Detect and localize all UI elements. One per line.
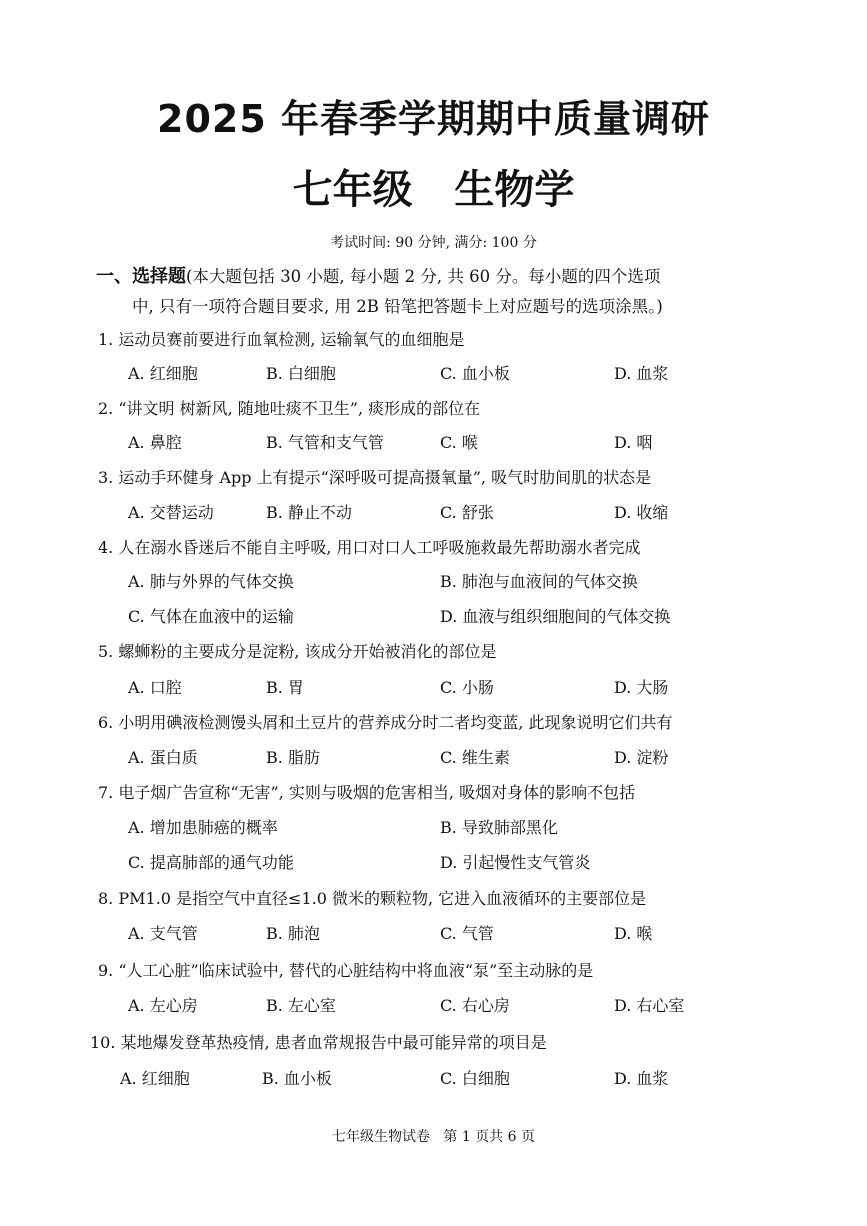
question-number: 1. [98, 330, 114, 349]
question-4 [98, 535, 641, 558]
q2-option-a: A. 鼻腔 [128, 433, 182, 452]
q1-option-c: C. 血小板 [440, 364, 510, 383]
exam-title: 2025 年春季学期期中质量调研 [157, 97, 710, 141]
question-5 [98, 639, 497, 662]
q4-option-a: A. 肺与外界的气体交换 [128, 572, 294, 591]
question-1 [98, 327, 465, 350]
question-9 [98, 958, 593, 981]
question-number: 5. [98, 642, 114, 661]
q9-option-c: C. 右心房 [440, 996, 510, 1015]
question-stem: “讲文明 树新风, 随地吐痰不卫生”, 痰形成的部位在 [118, 399, 481, 418]
question-number: 6. [98, 713, 114, 732]
q8-option-b: B. 肺泡 [266, 924, 320, 943]
q3-option-a: A. 交替运动 [128, 503, 214, 522]
q1-option-d: D. 血浆 [614, 364, 669, 383]
question-number: 9. [98, 961, 114, 980]
section-instructions-line2: 中, 只有一项符合题目要求, 用 2B 铅笔把答题卡上对应题号的选项涂黑。) [132, 297, 663, 316]
q4-option-b: B. 肺泡与血液间的气体交换 [440, 572, 638, 591]
question-number: 10. [90, 1033, 116, 1052]
exam-info: 考试时间: 90 分钟, 满分: 100 分 [330, 235, 537, 251]
q7-option-a: A. 增加患肺癌的概率 [128, 818, 278, 837]
q3-option-d: D. 收缩 [614, 503, 669, 522]
question-2 [98, 396, 480, 419]
question-number: 4. [98, 538, 114, 557]
page-footer: 七年级生物试卷 第 1 页共 6 页 [332, 1129, 535, 1145]
section-title: 一、选择题 [96, 266, 186, 287]
question-stem: “人工心脏”临床试验中, 替代的心脏结构中将血液“泵”至主动脉的是 [118, 961, 594, 980]
question-stem: 运动员赛前要进行血氧检测, 运输氧气的血细胞是 [118, 330, 465, 349]
q2-option-d: D. 咽 [614, 433, 653, 452]
question-3 [98, 465, 651, 488]
question-stem: PM1.0 是指空气中直径≤1.0 微米的颗粒物, 它进入血液循环的主要部位是 [118, 889, 647, 908]
question-7 [98, 780, 635, 803]
question-6 [98, 710, 673, 733]
q10-option-d: D. 血浆 [614, 1069, 669, 1088]
q1-option-b: B. 白细胞 [266, 364, 336, 383]
question-stem: 人在溺水昏迷后不能自主呼吸, 用口对口人工呼吸施救最先帮助溺水者完成 [118, 538, 641, 557]
q9-option-d: D. 右心室 [614, 996, 685, 1015]
q4-option-d: D. 血液与组织细胞间的气体交换 [440, 607, 671, 626]
q9-option-a: A. 左心房 [128, 996, 198, 1015]
question-number: 8. [98, 889, 114, 908]
q10-option-a: A. 红细胞 [120, 1069, 190, 1088]
question-stem: 运动手环健身 App 上有提示“深呼吸可提高摄氧量”, 吸气时肋间肌的状态是 [118, 468, 652, 487]
question-number: 3. [98, 468, 114, 487]
question-number: 2. [98, 399, 114, 418]
q5-option-b: B. 胃 [266, 678, 304, 697]
question-stem: 小明用碘液检测馒头屑和土豆片的营养成分时二者均变蓝, 此现象说明它们共有 [118, 713, 673, 732]
q8-option-a: A. 支气管 [128, 924, 198, 943]
q7-option-b: B. 导致肺部黑化 [440, 818, 558, 837]
q2-option-b: B. 气管和支气管 [266, 433, 384, 452]
q7-option-d: D. 引起慢性支气管炎 [440, 853, 591, 872]
question-10 [90, 1030, 547, 1053]
question-stem: 螺蛳粉的主要成分是淀粉, 该成分开始被消化的部位是 [118, 642, 497, 661]
q7-option-c: C. 提高肺部的通气功能 [128, 853, 294, 872]
q6-option-c: C. 维生素 [440, 748, 510, 767]
q3-option-c: C. 舒张 [440, 503, 494, 522]
section-heading [96, 262, 796, 322]
q5-option-d: D. 大肠 [614, 678, 669, 697]
question-8 [98, 886, 646, 909]
exam-subject: 七年级 生物学 [292, 167, 575, 213]
q10-option-c: C. 白细胞 [440, 1069, 510, 1088]
q9-option-b: B. 左心室 [266, 996, 336, 1015]
q8-option-d: D. 喉 [614, 924, 653, 943]
q2-option-c: C. 喉 [440, 433, 478, 452]
section-instructions-line1: (本大题包括 30 小题, 每小题 2 分, 共 60 分。每小题的四个选项 [186, 267, 661, 286]
q3-option-b: B. 静止不动 [266, 503, 352, 522]
question-stem: 某地爆发登革热疫情, 患者血常规报告中最可能异常的项目是 [120, 1033, 547, 1052]
question-number: 7. [98, 783, 114, 802]
q6-option-a: A. 蛋白质 [128, 748, 198, 767]
q8-option-c: C. 气管 [440, 924, 494, 943]
q1-option-a: A. 红细胞 [128, 364, 198, 383]
q6-option-b: B. 脂肪 [266, 748, 320, 767]
question-stem: 电子烟广告宣称“无害”, 实则与吸烟的危害相当, 吸烟对身体的影响不包括 [118, 783, 636, 802]
q5-option-a: A. 口腔 [128, 678, 182, 697]
q10-option-b: B. 血小板 [262, 1069, 332, 1088]
q5-option-c: C. 小肠 [440, 678, 494, 697]
q4-option-c: C. 气体在血液中的运输 [128, 607, 294, 626]
q6-option-d: D. 淀粉 [614, 748, 669, 767]
